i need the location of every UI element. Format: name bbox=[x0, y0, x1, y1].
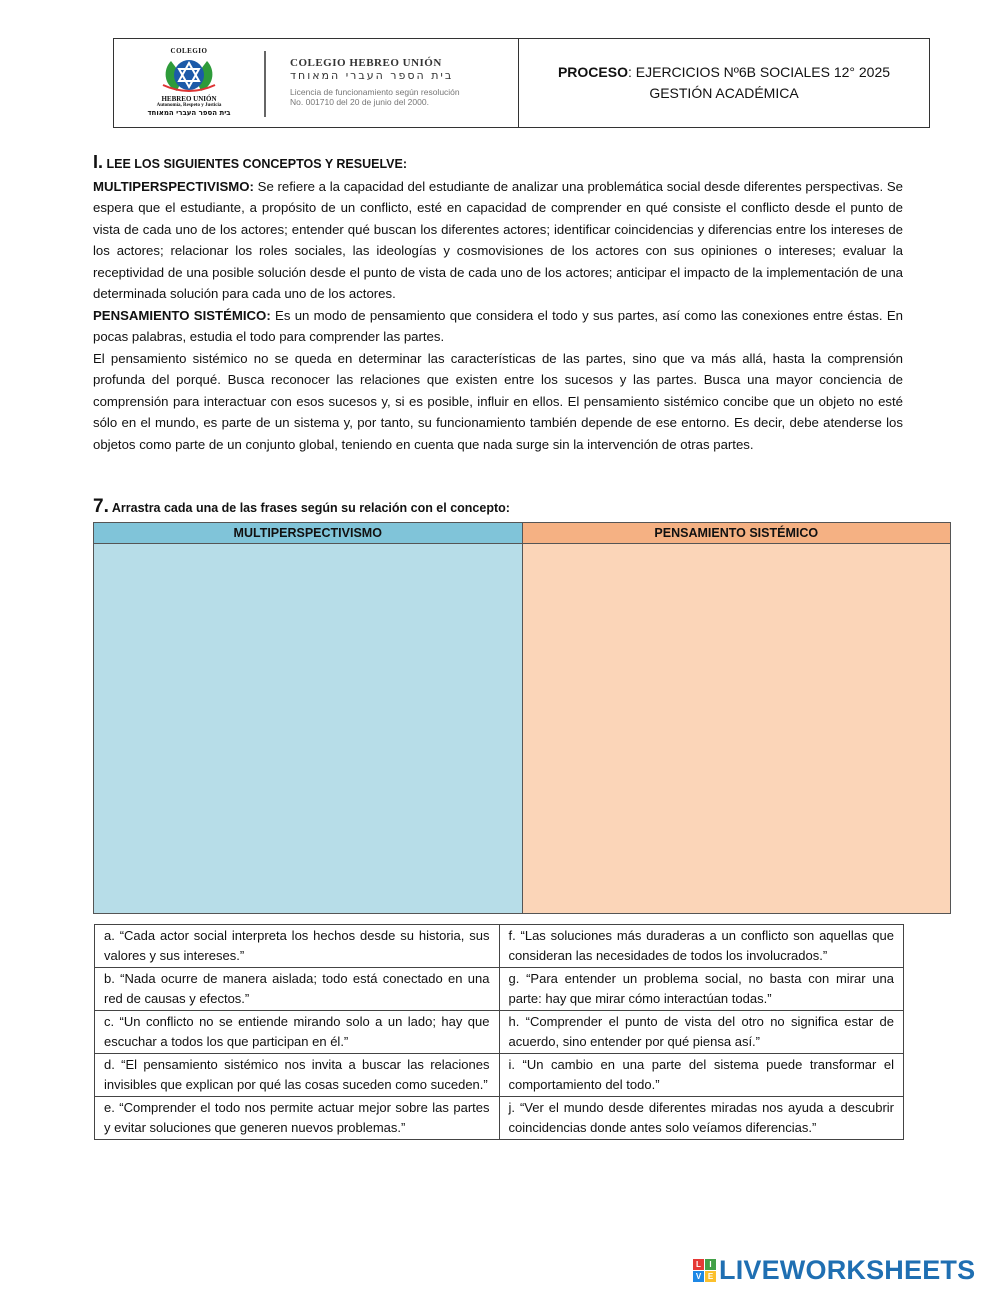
question-number: 7. bbox=[93, 496, 109, 517]
logo-name: HEBREO UNIÓN bbox=[161, 95, 217, 103]
concepts-section bbox=[93, 152, 903, 455]
pensamiento-sistemico-zone bbox=[522, 523, 951, 913]
phrase-i[interactable]: i. “Un cambio en una parte del sistema puede transformar el comportamiento del todo.” bbox=[499, 1054, 904, 1097]
pensamiento-sistemico-drop-area[interactable] bbox=[523, 544, 951, 913]
phrase-c[interactable]: c. “Un conflicto no se entiende mirando solo a un lado; hay que escuchar a todos los que participan en él.” bbox=[95, 1011, 500, 1054]
table-row bbox=[95, 1054, 904, 1097]
question-text: Arrastra cada una de las frases según su relación con el concepto: bbox=[108, 501, 510, 515]
process-value: : EJERCICIOS Nº6B SOCIALES 12° 2025 bbox=[627, 64, 891, 80]
multiperspectivismo-zone bbox=[94, 523, 522, 913]
table-row bbox=[95, 1011, 904, 1054]
phrases-table bbox=[94, 924, 904, 1140]
phrase-a[interactable]: a. “Cada actor social interpreta los hechos desde su historia, sus valores y sus intereses.” bbox=[95, 925, 500, 968]
phrase-h[interactable]: h. “Comprender el punto de vista del otro no significa estar de acuerdo, sino entender por qué piensa así.” bbox=[499, 1011, 904, 1054]
school-logo bbox=[134, 47, 244, 123]
brand-block-e: E bbox=[705, 1271, 716, 1282]
multi-term: MULTIPERSPECTIVISMO: bbox=[93, 178, 254, 194]
sist-definition: Es un modo de pensamiento que considera el todo y sus partes, así como las conexiones entre éstas. En pocas palabras, estudia el todo para comprender las partes. bbox=[93, 307, 903, 344]
process-line bbox=[558, 62, 890, 83]
school-hebrew-name: בית הספר העברי המאוחד bbox=[290, 69, 454, 82]
license-line-2: No. 001710 del 20 de junio del 2000. bbox=[290, 97, 429, 107]
phrase-d[interactable]: d. “El pensamiento sistémico nos invita a buscar las relaciones invisibles que explican por qué las cosas suceden como suceden.” bbox=[95, 1054, 500, 1097]
section-title-text: LEE LOS SIGUIENTES CONCEPTOS Y RESUELVE: bbox=[103, 157, 408, 171]
section-title bbox=[93, 152, 903, 176]
drop-zones bbox=[93, 522, 951, 914]
school-info bbox=[290, 57, 515, 107]
multi-definition: Se refiere a la capacidad del estudiante de analizar una problemática social desde diferentes perspectivas. Se espera que el estudiante, a propósito de un conflicto, esté en capacidad de comprender en qué consiste el conflicto desde el punto de vista de cada uno de los actores; entender qué buscan los diferentes actores; identificar coincidencias y diferencias entre los intereses de los actores; relacionar los roles sociales, las ideologías y cosmovisiones de los actores con sus opiniones o intereses; evaluar la receptividad de una posible solución desde el punto de vista de cada uno de los actores; anticipar el impacto de la implementación de una determinada solución para cada uno de los actores. bbox=[93, 178, 903, 301]
section-number: I. bbox=[93, 152, 104, 172]
document-header bbox=[113, 38, 930, 128]
pensamiento-sistemico-paragraph-2: El pensamiento sistémico no se queda en determinar las características de las partes, sino que va más allá, hasta la comprensión profunda del porqué. Busca reconocer las relaciones que existen entre los sucesos y las partes. Busca una mayor conciencia de comprensión para interactuar con esos sucesos y, si es posible, influir en ellos. El pensamiento sistémico concibe que un objeto no esté sólo en el mundo, es parte de un sistema y, por tanto, su funcionamiento también depende de ese entorno. Es decir, debe atenderse los objetos como parte de un conjunto global, teniendo en cuenta que nada surge sin la intervención de otras partes. bbox=[93, 350, 903, 452]
multiperspectivismo-drop-area[interactable] bbox=[94, 544, 522, 913]
pensamiento-sistemico-paragraph bbox=[93, 305, 903, 348]
license-line-1: Licencia de funcionamiento según resolución bbox=[290, 87, 460, 97]
phrase-g[interactable]: g. “Para entender un problema social, no basta con mirar una parte: hay que mirar cómo interactúan todas.” bbox=[499, 968, 904, 1011]
brand-block-i: I bbox=[705, 1259, 716, 1270]
phrase-e[interactable]: e. “Comprender el todo nos permite actuar mejor sobre las partes y evitar soluciones que generen nuevos problemas.” bbox=[95, 1097, 500, 1140]
header-process-cell bbox=[519, 39, 929, 127]
header-logo-cell bbox=[114, 39, 519, 127]
table-row bbox=[95, 1097, 904, 1140]
logo-top-text: COLEGIO bbox=[170, 47, 208, 55]
header-divider bbox=[264, 51, 266, 117]
table-row bbox=[95, 968, 904, 1011]
table-row bbox=[95, 925, 904, 968]
brand-block-l: L bbox=[693, 1259, 704, 1270]
multiperspectivismo-paragraph bbox=[93, 176, 903, 305]
license-text bbox=[290, 87, 515, 107]
brand-text: LIVEWORKSHEETS bbox=[719, 1254, 976, 1285]
process-label: PROCESO bbox=[557, 64, 628, 80]
star-of-david-logo-icon bbox=[157, 55, 221, 95]
area-line: GESTIÓN ACADÉMICA bbox=[649, 85, 799, 101]
brand-block-v: V bbox=[693, 1271, 704, 1282]
question-7-instruction bbox=[93, 496, 510, 518]
sist-term: PENSAMIENTO SISTÉMICO: bbox=[93, 307, 271, 323]
multiperspectivismo-zone-header: MULTIPERSPECTIVISMO bbox=[94, 523, 522, 544]
school-name: COLEGIO HEBREO UNIÓN bbox=[290, 57, 442, 69]
phrase-b[interactable]: b. “Nada ocurre de manera aislada; todo está conectado en una red de causas y efectos.” bbox=[95, 968, 500, 1011]
brand-blocks-icon bbox=[693, 1259, 716, 1282]
pensamiento-sistemico-zone-header: PENSAMIENTO SISTÉMICO bbox=[523, 523, 951, 544]
liveworksheets-logo bbox=[693, 1253, 975, 1287]
phrase-f[interactable]: f. “Las soluciones más duraderas a un conflicto son aquellas que consideran las necesidades de todos los involucrados.” bbox=[499, 925, 904, 968]
logo-motto: Autonomía, Respeto y Justicia bbox=[156, 103, 222, 108]
logo-hebrew-text: בית הספר העברי המאוחד bbox=[147, 109, 231, 117]
phrase-j[interactable]: j. “Ver el mundo desde diferentes miradas nos ayuda a descubrir coincidencias donde antes solo veíamos diferencias.” bbox=[499, 1097, 904, 1140]
